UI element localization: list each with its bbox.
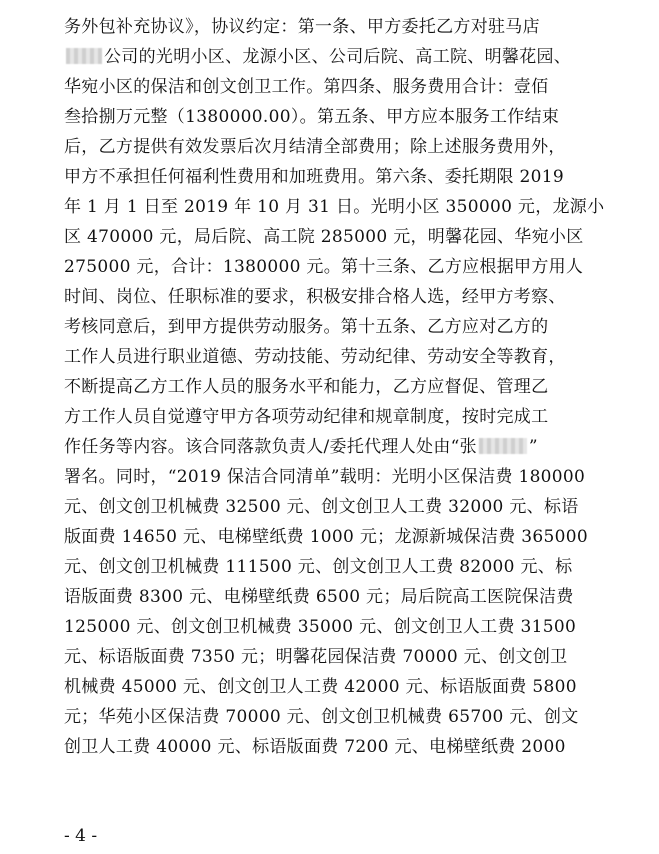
text-line: 工作人员进行职业道德、劳动技能、劳动纪律、劳动安全等教育， [64,347,566,367]
text-line: 元、创文创卫机械费 32500 元、创文创卫人工费 32000 元、标语 [64,497,579,517]
text-line: 务外包补充协议》，协议约定：第一条、甲方委托乙方对驻马店 [64,17,540,37]
text-line: 125000 元、创文创卫机械费 35000 元、创文创卫人工费 31500 [64,617,577,637]
text-line: 时间、岗位、任职标准的要求，积极安排合格人选，经甲方考察、 [64,287,566,307]
text-line: 署名。同时，“2019 保洁合同清单”载明：光明小区保洁费 180000 [64,467,586,487]
redacted-name [66,48,102,64]
text-line: 机械费 45000 元、创文创卫人工费 42000 元、标语版面费 5800 [64,677,577,697]
text-line-content: 作任务等内容。该合同落款负责人/委托代理人处由“张 [64,437,477,457]
text-line [64,42,604,72]
body-text [64,12,604,762]
closing-quote: ” [528,437,538,457]
text-line: 元；华苑小区保洁费 70000 元、创文创卫机械费 65700 元、创文 [64,707,579,727]
text-line: 语版面费 8300 元、电梯壁纸费 6500 元；局后院高工医院保洁费 [64,587,574,607]
text-line: 后，乙方提供有效发票后次月结清全部费用；除上述服务费用外， [64,137,566,157]
text-line: 元、创文创卫机械费 111500 元、创文创卫人工费 82000 元、标 [64,557,573,577]
text-line: 叁拾捌万元整（1380000.00）。第五条、甲方应本服务工作结束 [64,107,560,127]
text-line: 甲方不承担任何福利性费用和加班费用。第六条、委托期限 2019 [64,167,564,187]
page-number: - 4 - [64,826,98,846]
text-line: 创卫人工费 40000 元、标语版面费 7200 元、电梯壁纸费 2000 [64,737,566,757]
text-line: 方工作人员自觉遵守甲方各项劳动纪律和规章制度，按时完成工 [64,407,549,427]
text-line-content: 公司的光明小区、龙源小区、公司后院、高工院、明馨花园、 [104,47,572,67]
text-line: 不断提高乙方工作人员的服务水平和能力，乙方应督促、管理乙 [64,377,549,397]
redacted-name [479,438,527,454]
text-line: 275000 元，合计：1380000 元。第十三条、乙方应根据甲方用人 [64,257,584,277]
text-line: 考核同意后，到甲方提供劳动服务。第十五条、乙方应对乙方的 [64,317,549,337]
text-line: 区 470000 元，局后院、高工院 285000 元，明馨花园、华宛小区 [64,227,584,247]
text-line [64,432,604,462]
text-line: 元、标语版面费 7350 元；明馨花园保洁费 70000 元、创文创卫 [64,647,568,667]
text-line: 华宛小区的保洁和创文创卫工作。第四条、服务费用合计：壹佰 [64,77,549,97]
text-line: 年 1 月 1 日至 2019 年 10 月 31 日。光明小区 350000 元，龙源小 [64,197,604,217]
text-line: 版面费 14650 元、电梯壁纸费 1000 元；龙源新城保洁费 365000 [64,527,588,547]
